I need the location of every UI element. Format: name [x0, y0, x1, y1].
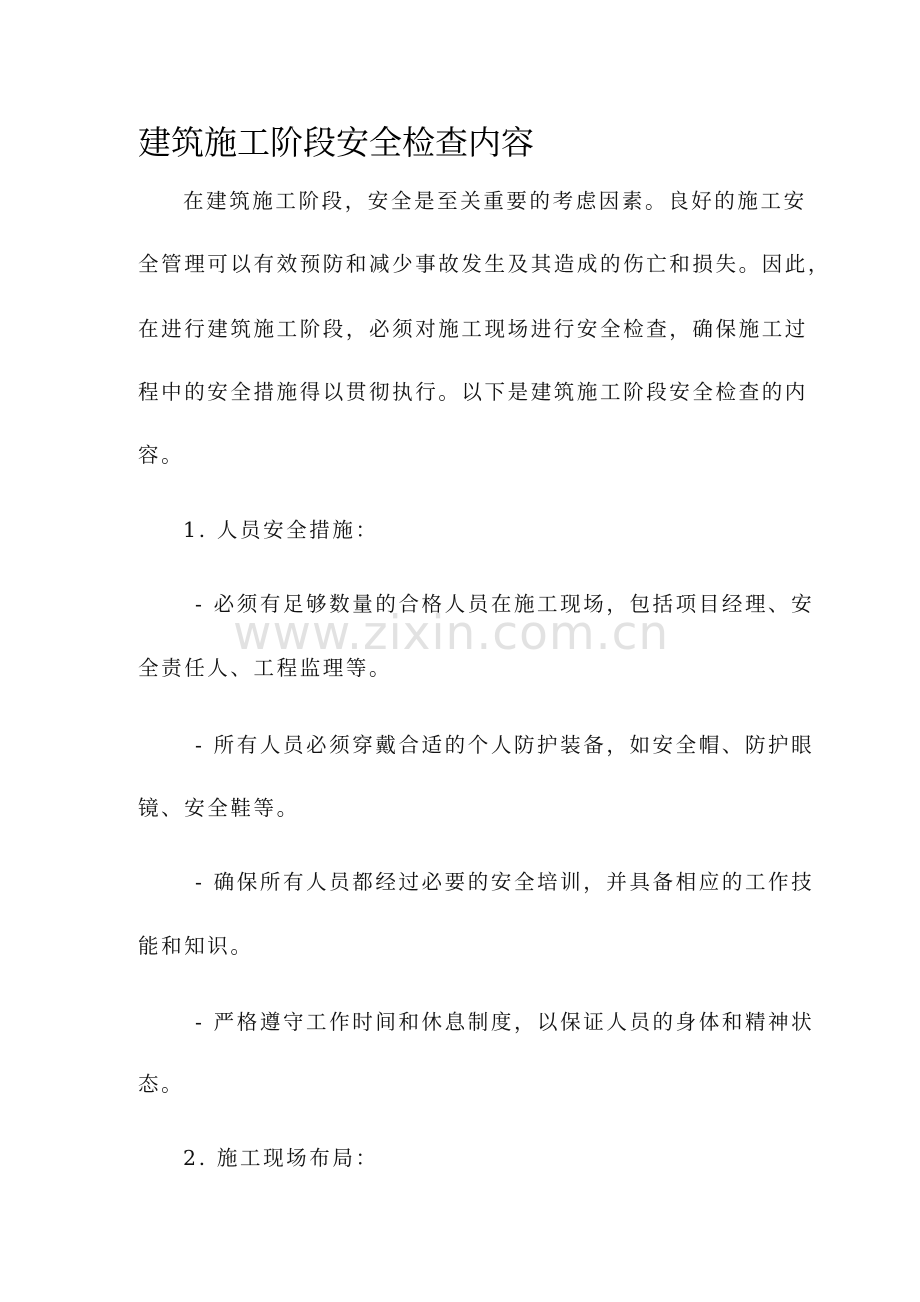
intro-line: 全管理可以有效预防和减少事故发生及其造成的伤亡和损失。因此， [138, 252, 831, 276]
section-heading: 1. 人员安全措施： [183, 518, 379, 542]
list-item-continuation: 态。 [138, 1072, 185, 1096]
list-item-continuation: 全责任人、工程监理等。 [138, 656, 393, 680]
list-item-continuation: 镜、安全鞋等。 [138, 796, 300, 820]
list-item: - 确保所有人员都经过必要的安全培训，并具备相应的工作技 [195, 870, 815, 894]
intro-line: 程中的安全措施得以贯彻执行。以下是建筑施工阶段安全检查的内 [138, 380, 808, 404]
list-item: - 必须有足够数量的合格人员在施工现场，包括项目经理、安 [195, 592, 815, 616]
section-heading: 2. 施工现场布局： [183, 1146, 379, 1170]
list-item-continuation: 能和知识。 [138, 934, 254, 958]
intro-line: 在建筑施工阶段，安全是至关重要的考虑因素。良好的施工安 [183, 189, 807, 213]
watermark: www.zixin.com.cn [233, 606, 670, 661]
intro-line: 在进行建筑施工阶段，必须对施工现场进行安全检查，确保施工过 [138, 317, 808, 341]
intro-line: 容。 [138, 443, 185, 467]
list-item: - 严格遵守工作时间和休息制度，以保证人员的身体和精神状 [195, 1010, 815, 1034]
document-title: 建筑施工阶段安全检查内容 [138, 123, 534, 162]
list-item: - 所有人员必须穿戴合适的个人防护装备，如安全帽、防护眼 [195, 733, 815, 757]
